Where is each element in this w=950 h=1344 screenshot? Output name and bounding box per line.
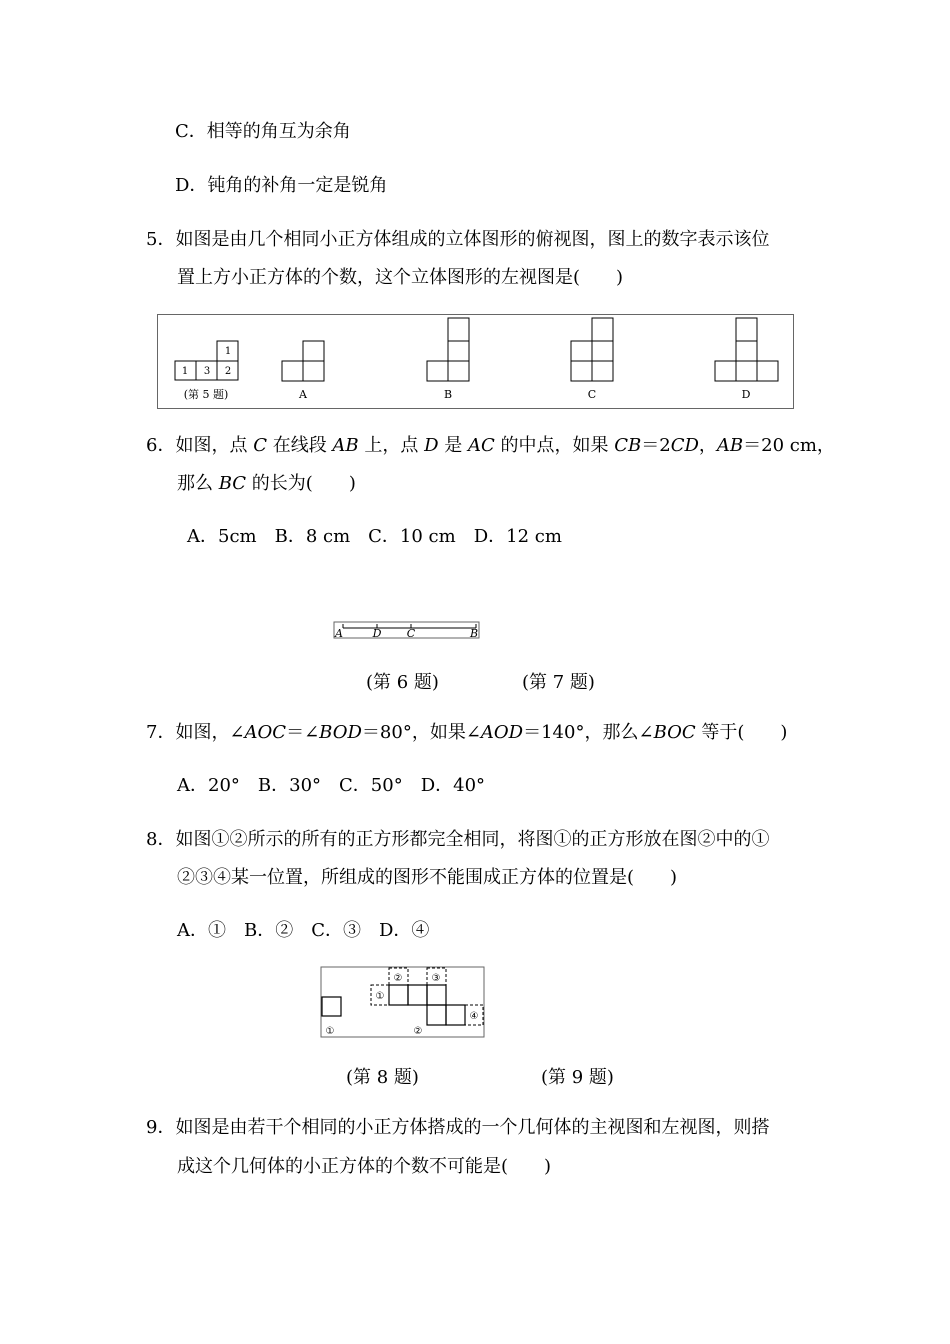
q5-figure-caption: (第 5 题) <box>183 388 229 401</box>
q8-fig2-square <box>446 1005 465 1025</box>
q6-stem-line2: 那么 BC 的长为( ) <box>177 473 356 494</box>
q5-topview-num: 3 <box>203 366 211 377</box>
q9-stem-line2: 成这个几何体的小正方体的个数不可能是( ) <box>177 1156 552 1177</box>
q8-fig2-square <box>389 985 408 1005</box>
q5-label-c: C <box>587 388 597 401</box>
q8-fig1-square <box>322 997 341 1016</box>
q4-option-d: D．钝角的补角一定是锐角 <box>175 175 388 196</box>
q8-mark-4: ④ <box>469 1011 479 1022</box>
q6-options: A．5cm B．8 cm C．10 cm D．12 cm <box>187 526 562 547</box>
q6-label-a: A <box>335 627 343 640</box>
q6-label-d: D <box>372 627 382 640</box>
q4-option-c: C．相等的角互为余角 <box>175 121 351 142</box>
q6-stem-line1: 6．如图，点 C 在线段 AB 上，点 D 是 AC 的中点，如果 CB＝2CD，AB＝20 cm， <box>146 435 835 456</box>
q5-stem-line1: 5．如图是由几个相同小正方体组成的立体图形的俯视图，图上的数字表示该位 <box>146 229 770 250</box>
q8-mark-3: ③ <box>431 973 441 984</box>
caption-q7: (第 7 题) <box>522 672 595 693</box>
q5-label-b: B <box>443 388 453 401</box>
caption-q6: (第 6 题) <box>366 672 439 693</box>
q7-stem: 7．如图，∠AOC＝∠BOD＝80°，如果∠AOD＝140°，那么∠BOC 等于( ) <box>146 722 788 743</box>
q7-options: A．20° B．30° C．50° D．40° <box>177 775 486 796</box>
q5-label-d: D <box>741 388 751 401</box>
q8-fig2-square <box>408 985 427 1005</box>
q8-mark-1: ① <box>375 991 385 1002</box>
q5-topview-num: 1 <box>224 346 232 357</box>
q8-fig1-label: ① <box>325 1026 335 1037</box>
q5-topview-num: 2 <box>224 366 232 377</box>
q8-fig2-square <box>427 1005 446 1025</box>
q8-options: A．① B．② C．③ D．④ <box>177 920 430 941</box>
q8-fig2-label: ② <box>413 1026 423 1037</box>
q6-label-b: B <box>469 627 479 640</box>
q6-label-c: C <box>406 627 416 640</box>
q5-topview-num: 1 <box>181 366 189 377</box>
q5-label-a: A <box>299 388 307 401</box>
caption-q9: (第 9 题) <box>541 1067 614 1088</box>
q9-stem-line1: 9．如图是由若干个相同的小正方体搭成的一个几何体的主视图和左视图，则搭 <box>146 1117 770 1138</box>
q5-stem-line2: 置上方小正方体的个数，这个立体图形的左视图是( ) <box>177 267 624 288</box>
q8-mark-2: ② <box>393 973 403 984</box>
caption-q8: (第 8 题) <box>346 1067 419 1088</box>
q8-stem-line2: ②③④某一位置，所组成的图形不能围成正方体的位置是( ) <box>177 867 678 888</box>
q8-figure-box <box>321 967 484 1037</box>
q8-fig2-square <box>427 985 446 1005</box>
q8-stem-line1: 8．如图①②所示的所有的正方形都完全相同，将图①的正方形放在图②中的① <box>146 829 770 850</box>
